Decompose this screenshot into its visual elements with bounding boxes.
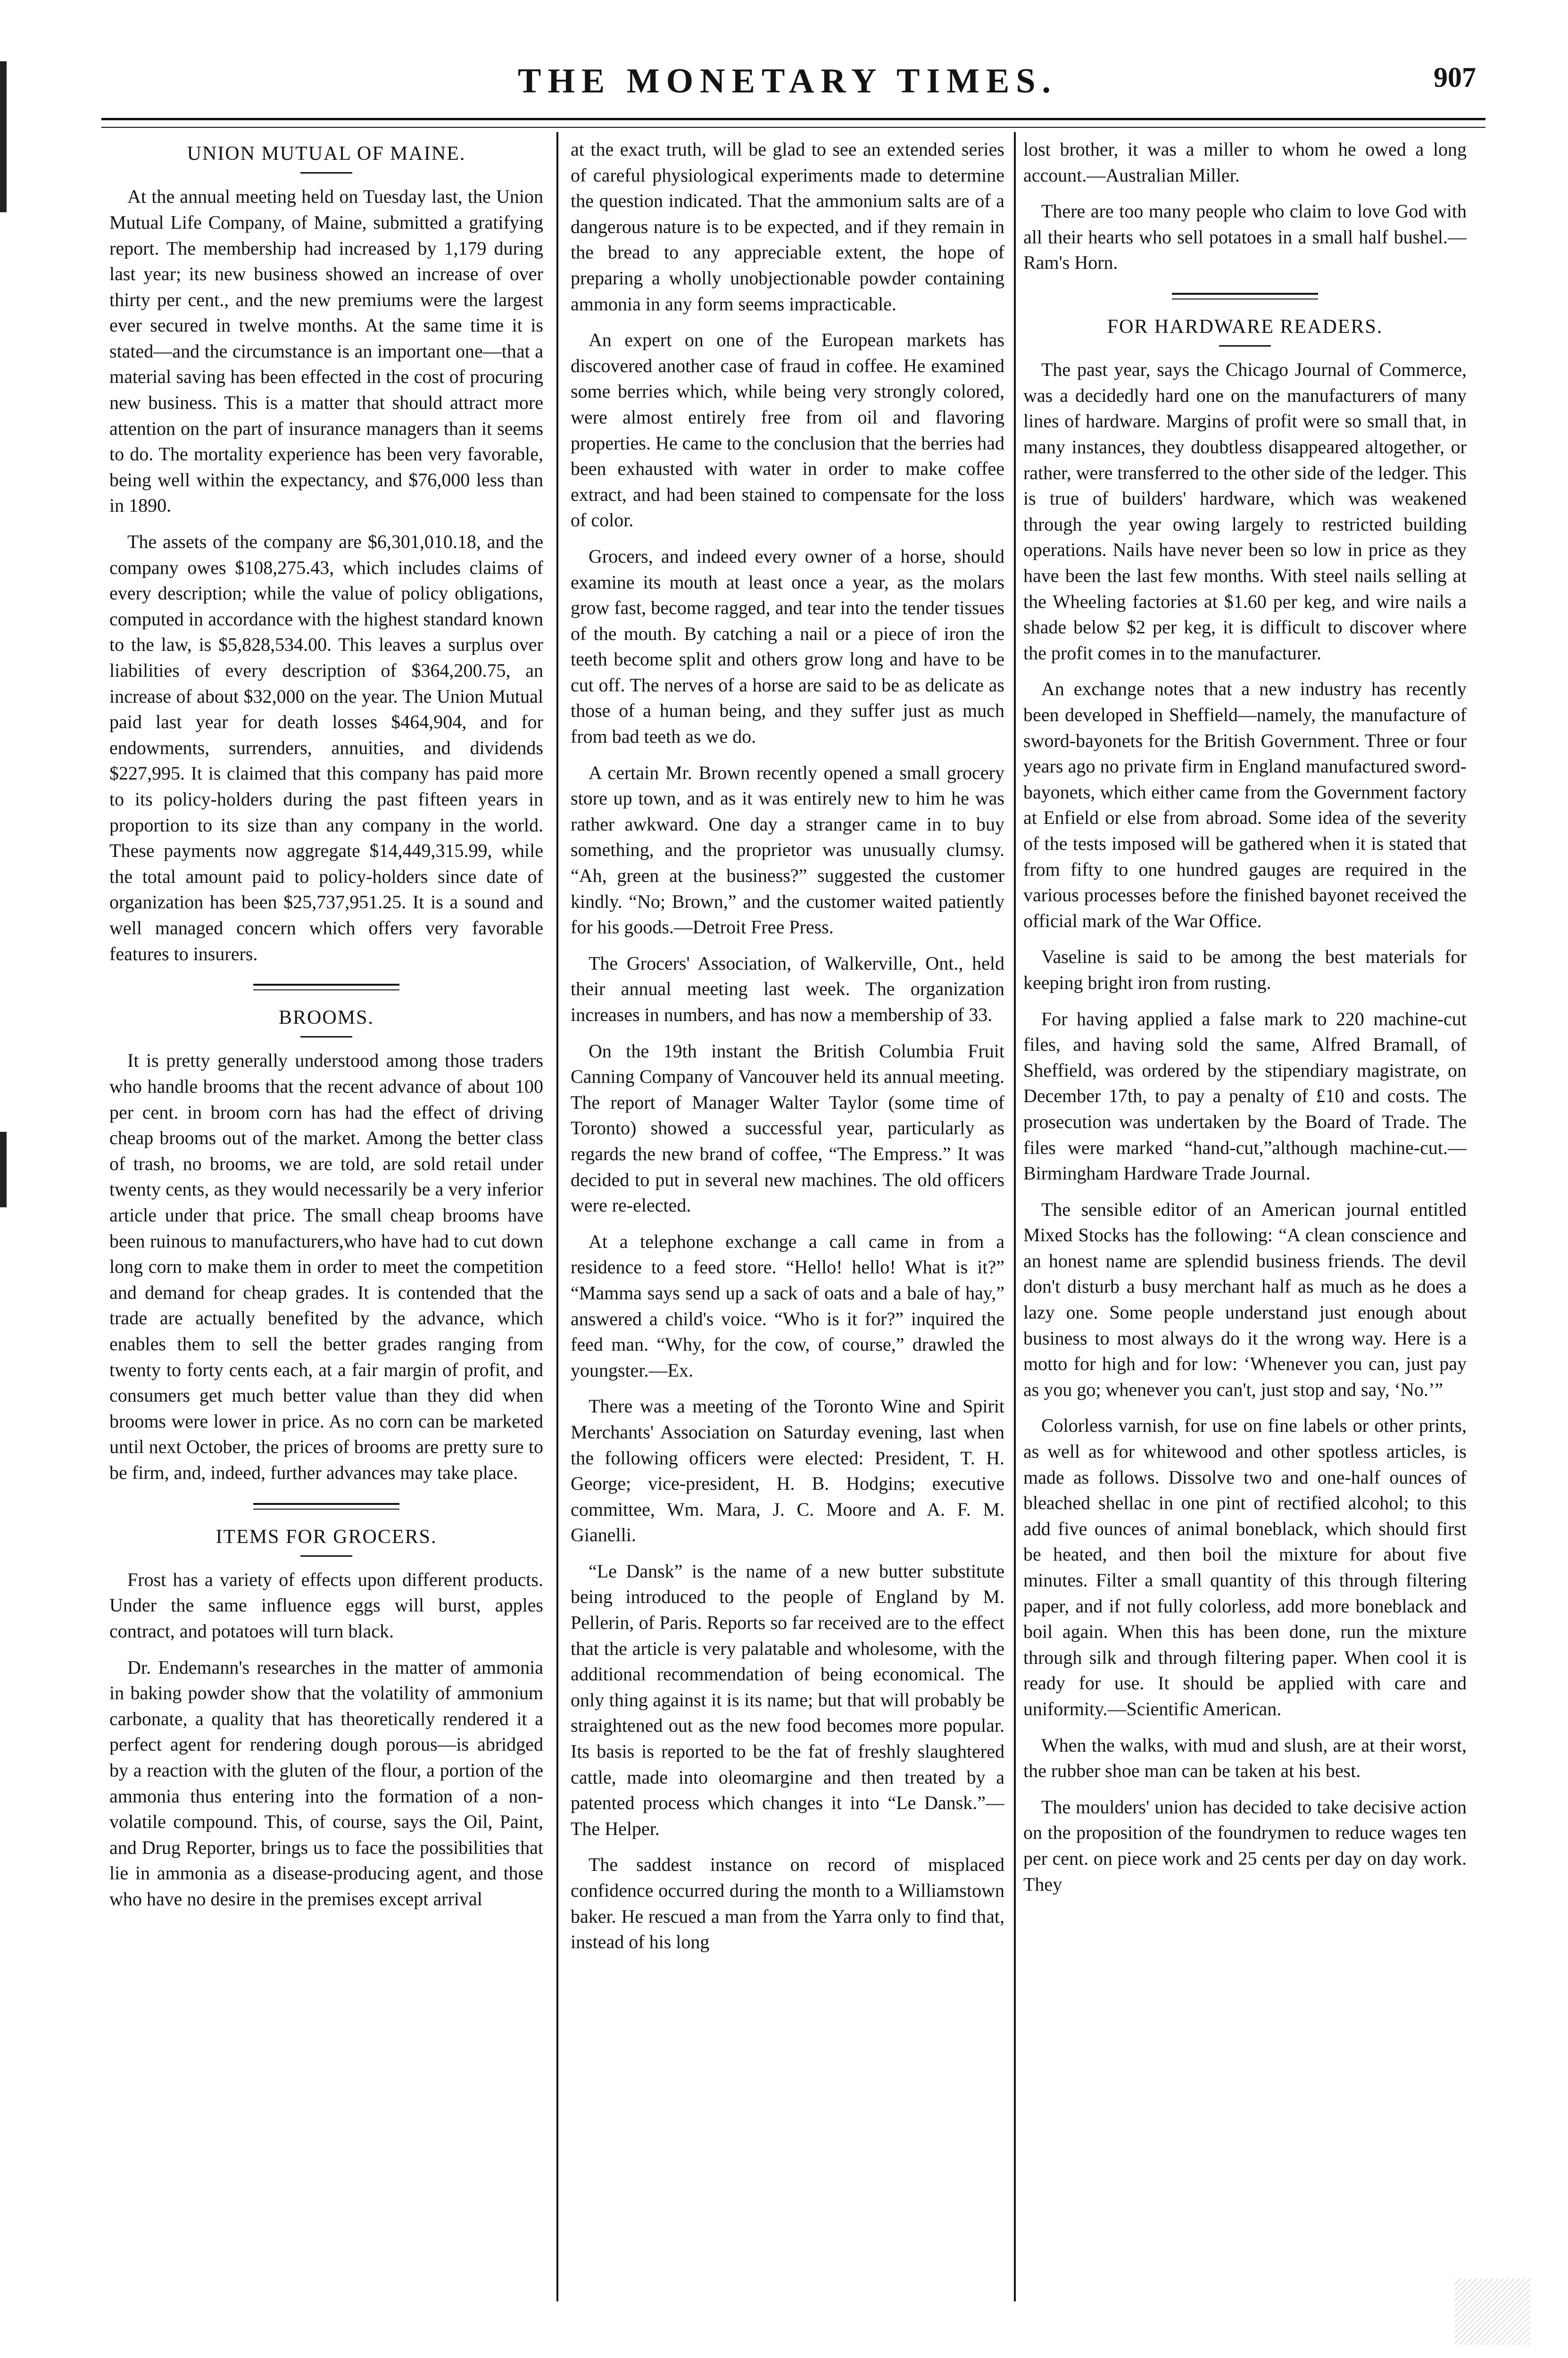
section-break xyxy=(253,984,399,990)
article-paragraph: The moulders' union has decided to take decisive action on the proposition of the foundrymen to reduce wages ten per cent. on piece work and 25 cents per day on day work. They xyxy=(1023,1796,1467,1895)
scan-edge-mark xyxy=(0,61,7,212)
title-dash xyxy=(300,172,352,174)
article-paragraph: Grocers, and indeed every owner of a horse, should examine its mouth at least once a year, as the molars grow fast, become ragged, and tear into the tender tissues of the mouth. By catching a nail or a piece of iron the teeth become split and others grow long and have to be cut off. The nerves of a horse are said to be as delicate as those of a human being, and they suffer just as much from bad teeth as we do. xyxy=(571,545,1004,747)
column-divider-left xyxy=(556,132,558,2301)
article-paragraph: Colorless varnish, for use on fine labels or other prints, as well as for whitewood and other spotless articles, is made as follows. Dissolve two and one-half ounces of bleached shellac in one pint of rectified alcohol; to this add five ounces of animal boneblack, which should first be heated, and then boil the mixture for about five minutes. Filter a small quantity of this through filtering paper, and if not fully colorless, add more boneblack and boil again. When this has been done, run the mixture through silk and through filtering paper. When cool it is ready for use. It should be applied with care and uniformity.—Scientific American. xyxy=(1023,1415,1467,1719)
article-paragraph: At the annual meeting held on Tuesday last, the Union Mutual Life Company, of Maine, submitted a gratifying report. The membership had increased by 1,179 during last year; its new business showed an increase of over thirty per cent., and the new premiums were the largest ever secured in twelve months. At the same time it is stated—and the circumstance is an important one—that a material saving has been effected in the cost of procuring new business. This is a matter that should attract more attention on the part of insurance managers than it seems to do. The mortality experience has been very favorable, being well within the expectancy, and $76,000 less than in 1890. xyxy=(109,186,543,516)
masthead-title: THE MONETARY TIMES. xyxy=(518,62,1057,100)
title-dash xyxy=(300,1555,352,1557)
article-paragraph: A certain Mr. Brown recently opened a small grocery store up town, and as it was entirely new to him he was rather awkward. One day a stranger came in to buy something, and the proprietor was unusually clumsy. “Ah, green at the business?” suggested the customer kindly. “No; Brown,” and the customer waited patiently for his goods.—Detroit Free Press. xyxy=(571,762,1004,938)
article-paragraph: Dr. Endemann's researches in the matter of ammonia in baking powder show that the volatility of ammonium carbonate, a quality that has theoretically rendered it a perfect agent for rendering dough porous—is abridged by a reaction with the gluten of the flour, a portion of the ammonia thus entering into the formation of a non-volatile compound. This, of course, says the Oil, Paint, and Drug Reporter, brings us to face the possibilities that lie in ammonia as a disease-producing agent, and those who have no desire in the premises except arrival xyxy=(109,1656,543,1910)
article-paragraph: For having applied a false mark to 220 machine-cut files, and having sold the same, Alfred Bramall, of Sheffield, was ordered by the stipendiary magistrate, on December 17th, to pay a penalty of £10 and costs. The prosecution was undertaken by the Board of Trade. The files were marked “hand-cut,”although machine-cut.—Birmingham Hardware Trade Journal. xyxy=(1023,1008,1467,1184)
article-paragraph: There are too many people who claim to love God with all their hearts who sell potatoes in a small half bushel.—Ram's Horn. xyxy=(1023,200,1467,274)
section-break xyxy=(253,1503,399,1510)
article-paragraph: at the exact truth, will be glad to see an extended series of careful physiological experiments made to determine the question indicated. That the ammonium salts are of a dangerous nature is to be expected, and if they remain in the bread to any appreciable extent, the hope of preparing a wholly unobjectionable powder containing ammonia in any form seems impracticable. xyxy=(571,139,1004,315)
column-3 xyxy=(1023,137,1467,2287)
title-dash xyxy=(300,1036,352,1038)
article-paragraph: An expert on one of the European markets has discovered another case of fraud in coffee. He examined some berries which, while being very strongly colored, were almost entirely free from oil and flavoring properties. He came to the conclusion that the berries had been exhausted with water in order to make coffee extract, and had been stained to compensate for the loss of color. xyxy=(571,329,1004,531)
article-paragraph: Vaseline is said to be among the best materials for keeping bright iron from rusting. xyxy=(1023,946,1467,993)
article-paragraph: The saddest instance on record of misplaced confidence occurred during the month to a Williamstown baker. He rescued a man from the Yarra only to find that, instead of his long xyxy=(571,1854,1004,1953)
header-rule xyxy=(101,118,1485,128)
article-paragraph: Frost has a variety of effects upon different products. Under the same influence eggs will burst, apples contract, and potatoes will turn black. xyxy=(109,1569,543,1642)
column-2 xyxy=(571,137,1004,2287)
article-paragraph: It is pretty generally understood among those traders who handle brooms that the recent advance of about 100 per cent. in broom corn has had the effect of driving cheap brooms out of the market. Among the better class of trash, no brooms, we are told, are sold retail under twenty cents, as they would necessarily be a very inferior article under that price. The small cheap brooms have been ruinous to manufacturers,who have had to cut down long corn to make them in order to meet the competition and demand for cheap grades. It is contended that the trade are actually benefited by the advance, which enables them to sell the better grades ranging from twenty to forty cents each, at a fair margin of profit, and consumers get much better value than they did when brooms were lower in price. As no corn can be marketed until next October, the prices of brooms are pretty sure to be firm, and, indeed, further advances may take place. xyxy=(109,1050,543,1483)
article-paragraph: At a telephone exchange a call came in from a residence to a feed store. “Hello! hello! What is it?” “Mamma says send up a sack of oats and a bale of hay,” answered a child's voice. “Who is it for?” inquired the feed man. “Why, for the cow, of course,” drawled the youngster.—Ex. xyxy=(571,1230,1004,1381)
section-title-hardware-readers: FOR HARDWARE READERS. xyxy=(1107,316,1383,338)
article-paragraph: On the 19th instant the British Columbia Fruit Canning Company of Vancouver held its annual meeting. The report of Manager Walter Taylor (some time of Toronto) showed a successful year, particularly as regards the new brand of coffee, “The Empress.” It was decided to put in several new machines. The old officers were re-elected. xyxy=(571,1040,1004,1216)
scan-edge-mark xyxy=(0,1132,7,1207)
article-paragraph: The sensible editor of an American journal entitled Mixed Stocks has the following: “A clean conscience and an honest name are splendid business friends. The devil don't disturb a busy merchant half as much as he does a lazy one. Some people understand just enough about business to most always do it the wrong way. Here is a motto for high and for low: ‘Whenever you can, just pay as you go; whenever you can't, just stop and say, ‘No.’” xyxy=(1023,1198,1467,1400)
section-title-union-mutual: UNION MUTUAL OF MAINE. xyxy=(187,143,466,165)
article-paragraph: The Grocers' Association, of Walkerville, Ont., held their annual meeting last week. The organization increases in numbers, and has now a membership of 33. xyxy=(571,952,1004,1025)
article-paragraph: When the walks, with mud and slush, are at their worst, the rubber shoe man can be taken at his best. xyxy=(1023,1734,1467,1782)
article-paragraph: An exchange notes that a new industry has recently been developed in Sheffield—namely, the manufacture of sword-bayonets for the British Government. Three or four years ago no private firm in England manufactured sword-bayonets, which either came from the Government factory at Enfield or else from abroad. Some idea of the severity of the tests imposed will be gathered when it is stated that from fifty to one hundred gauges are required in the various processes before the finished bayonet received the official mark of the War Office. xyxy=(1023,678,1467,931)
page-header xyxy=(90,52,1485,113)
article-paragraph: lost brother, it was a miller to whom he owed a long account.—Australian Miller. xyxy=(1023,139,1467,186)
column-1 xyxy=(109,137,543,2287)
article-paragraph: The assets of the company are $6,301,010.18, and the company owes $108,275.43, which includes claims of every description; while the value of policy obligations, computed in accordance with the highest standard known to the law, is $5,828,534.00. This leaves a surplus over liabilities of every description of $364,200.75, an increase of about $32,000 on the year. The Union Mutual paid last year for death losses $464,904, and for endowments, surrenders, annuities, and dividends $227,995. It is claimed that this company has paid more to its policy-holders during the past fifteen years in proportion to its size than any company in the world. These payments now aggregate $14,449,315.99, while the total amount paid to policy-holders since date of organization has been $25,737,951.25. It is a sound and well managed concern which offers very favorable features to insurers. xyxy=(109,531,543,964)
column-divider-right xyxy=(1014,132,1016,2301)
page-corner-wear xyxy=(1455,2279,1530,2345)
section-break xyxy=(1172,293,1318,299)
article-paragraph: The past year, says the Chicago Journal of Commerce, was a decidedly hard one on the manufacturers of many lines of hardware. Margins of profit were so small that, in many instances, they doubtless disappeared altogether, or rather, were transferred to the other side of the ledger. This is true of builders' hardware, which was weakened through the year owing largely to restricted building operations. Nails have never been so low in price as they have been the last few months. With steel nails selling at the Wheeling factories at $1.60 per keg, and wire nails a shade below $2 per keg, it is difficult to discover where the profit comes in to the manufacturer. xyxy=(1023,359,1467,664)
article-paragraph: There was a meeting of the Toronto Wine and Spirit Merchants' Association on Saturday evening, last when the following officers were elected: President, T. H. George; vice-president, H. B. Hodgins; executive committee, Wm. Mara, J. C. Moore and A. F. M. Gianelli. xyxy=(571,1395,1004,1546)
section-title-brooms: BROOMS. xyxy=(279,1007,374,1029)
section-title-items-for-grocers: ITEMS FOR GROCERS. xyxy=(216,1526,437,1548)
article-paragraph: “Le Dansk” is the name of a new butter substitute being introduced to the people of England by M. Pellerin, of Paris. Reports so far received are to the effect that the article is very palatable and wholesome, with the additional recommendation of being economical. The only thing against it is its name; but that will probably be straightened out as the new food becomes more popular. Its basis is reported to be the fat of freshly slaughtered cattle, made into oleomargine and then treated by a patented process which changes it into “Le Dansk.”—The Helper. xyxy=(571,1560,1004,1839)
title-dash xyxy=(1219,345,1271,347)
page-number: 907 xyxy=(1434,62,1476,93)
